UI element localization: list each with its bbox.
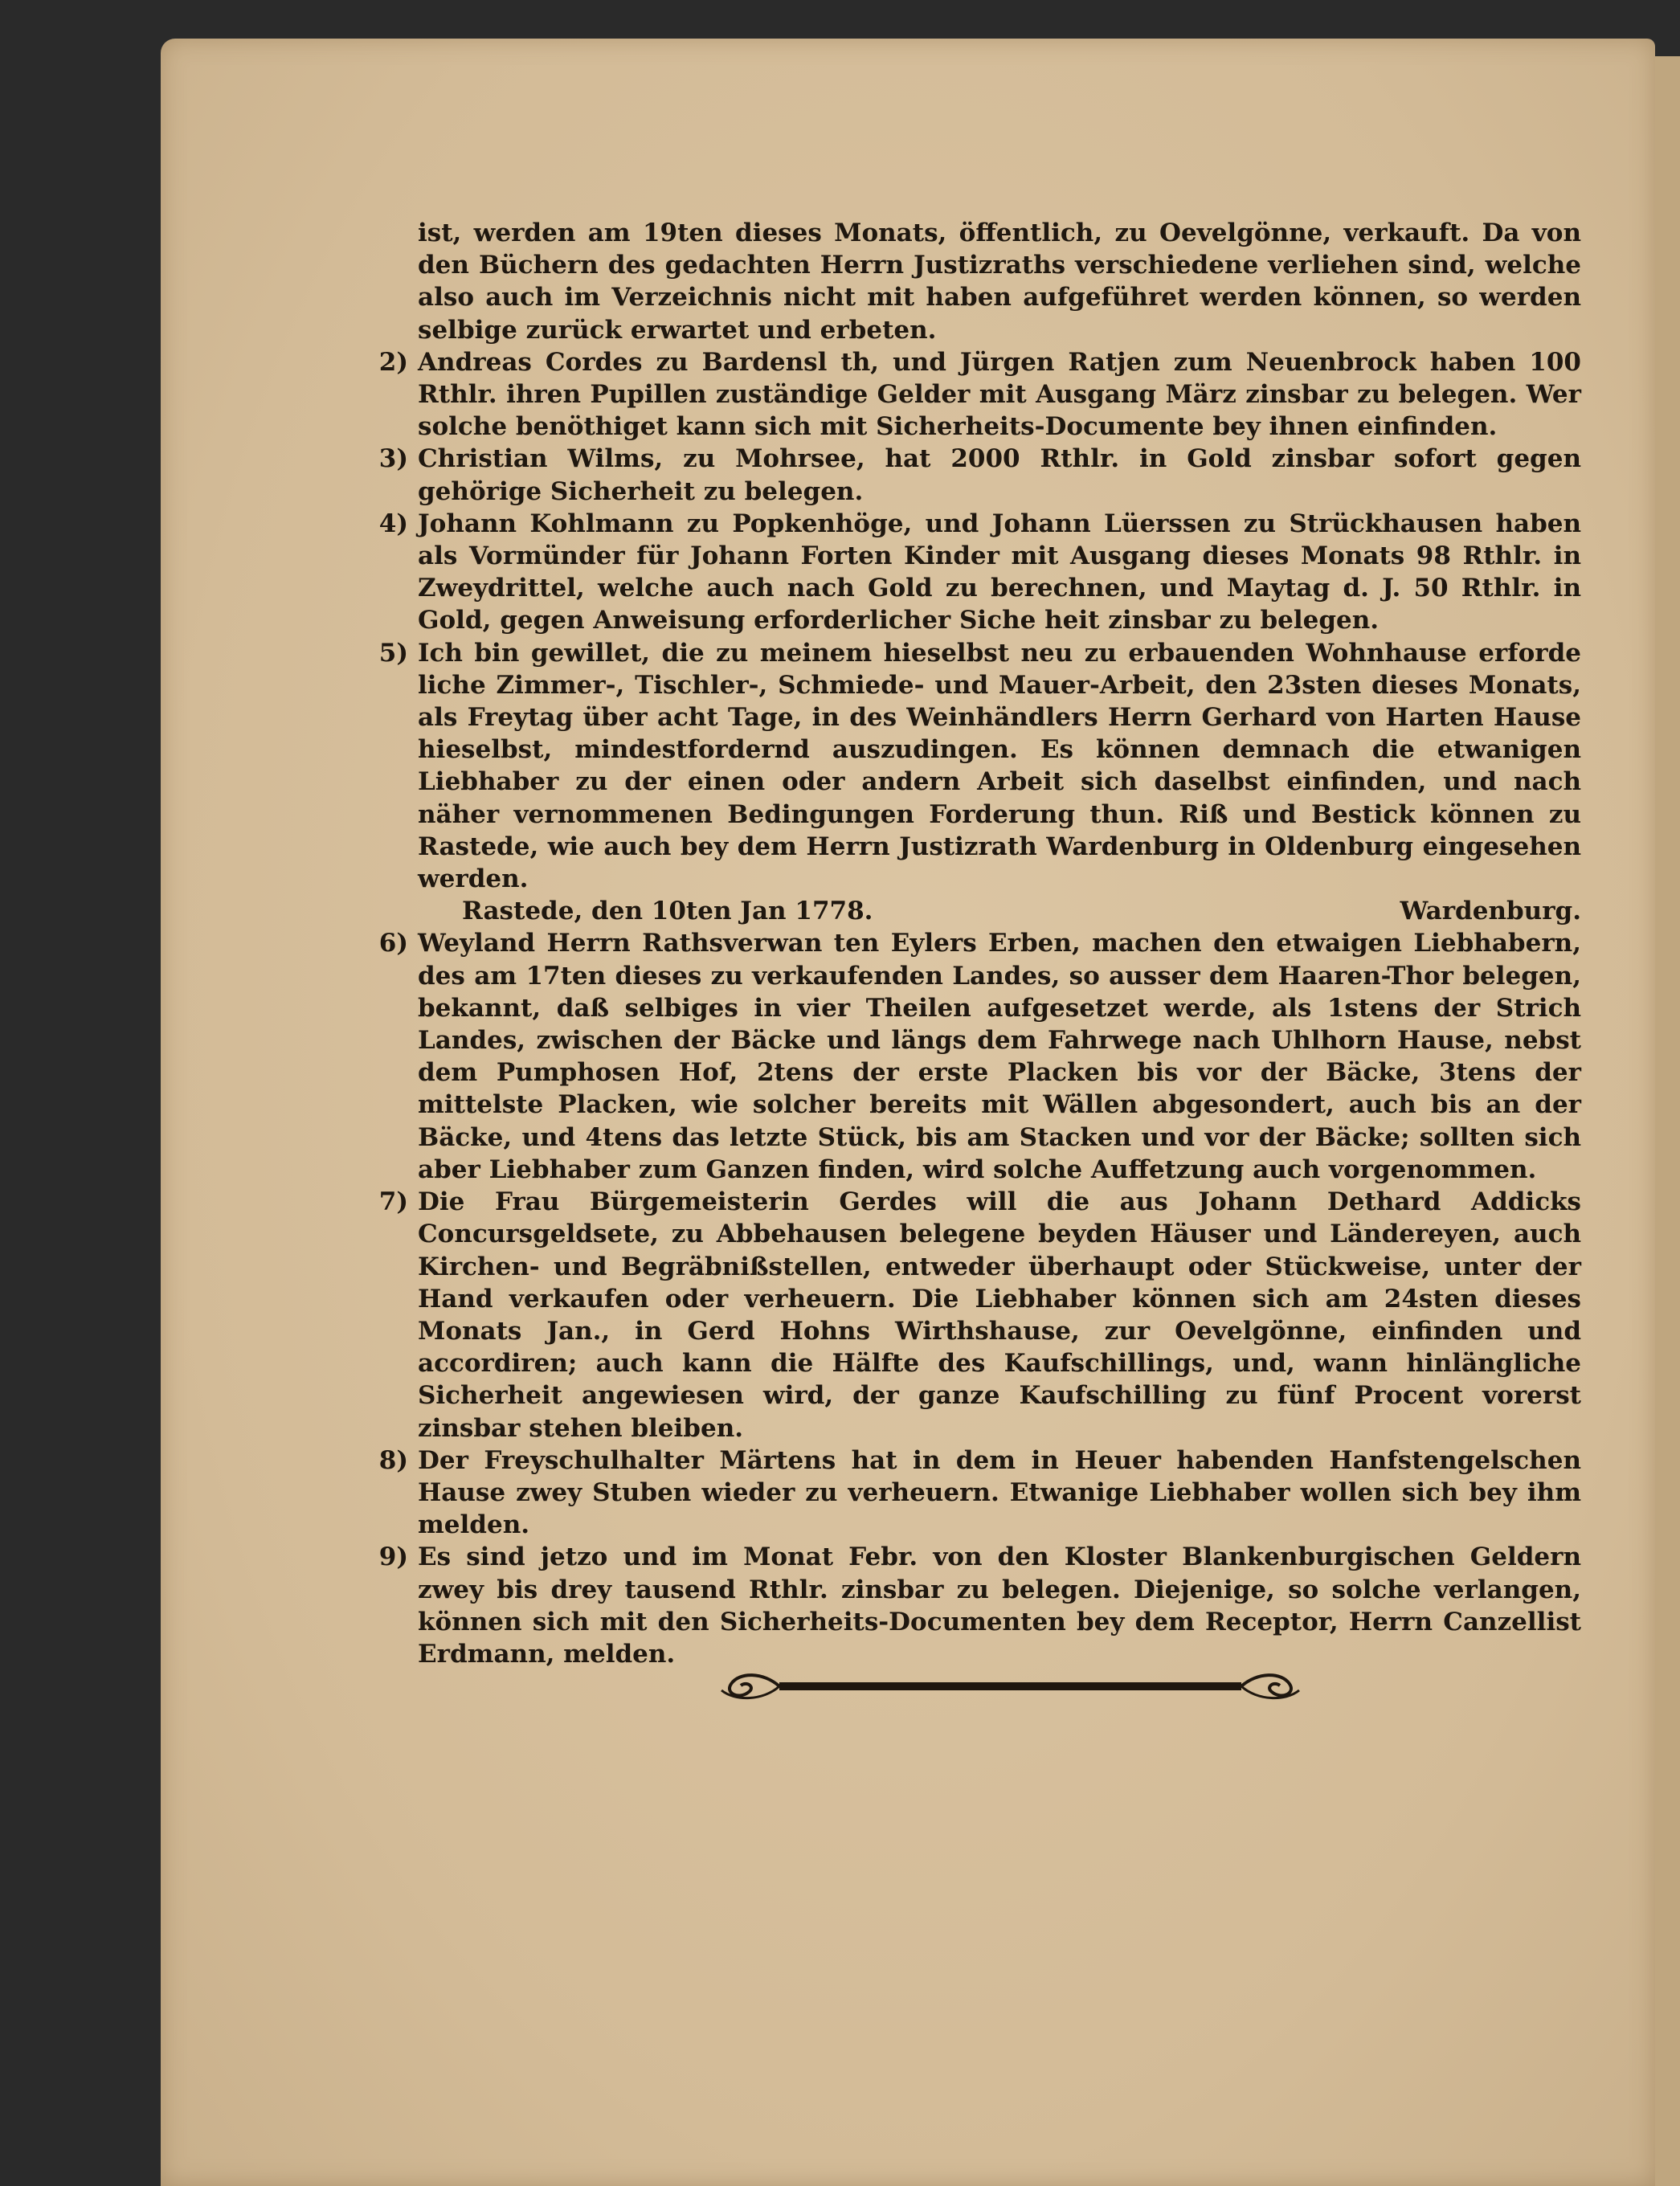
entry-6 (378, 927, 1581, 1186)
ornament-bar (779, 1682, 1241, 1690)
entry-number: 5) (378, 638, 408, 668)
entry-text: Der Freyschulhalter Märtens hat in dem in Heuer habenden Hanfstengelschen Hause zwey Stuben wieder zu verheuern. Etwanige Liebhaber wollen sich bey ihm melden. (418, 1445, 1581, 1540)
continuation-paragraph: ist, werden am 19ten dieses Monats, öffentlich, zu Oevelgönne, verkauft. Da von den Büchern des gedachten Herrn Justizraths verschiedene verliehen sind, welche also auch im Verzeichnis nicht mit haben aufgeführet werden können, so werden selbige zurück erwartet und erbeten. (418, 219, 1581, 345)
entry-number: 2) (378, 347, 408, 377)
entry-text: Die Frau Bürgemeisterin Gerdes will die aus Johann Dethard Addicks Concursgeldsete, zu Abbehausen belegene beyden Häuser und Ländereyen, auch Kirchen- und Begräbnißstellen, entweder überhaupt oder Stückweise, unter der Hand verkaufen oder verheuern. Die Liebhaber können sich am 24sten dieses Monats Jan., in Gerd Hohns Wirthshause, zur Oevelgönne, einfinden und accordiren; auch kann die Hälfte des Kaufschillings, und, wann hinlängliche Sicherheit angewiesen wird, der ganze Kaufschilling zu fünf Procent vorerst zinsbar stehen bleiben. (418, 1187, 1581, 1443)
entry-2 (378, 346, 1581, 443)
entry-text: Ich bin gewillet, die zu meinem hieselbst neu zu erbauenden Wohnhause erforde liche Zimmer-, Tischler-, Schmiede- und Mauer-Arbeit, den 23sten dieses Monats, als Freytag über acht Tage, in des Weinhändlers Herrn Gerhard von Harten Hause hieselbst, mindestfordernd auszudingen. Es können demnach die etwanigen Liebhaber zu der einen oder andern Arbeit sich daselbst einfinden, und nach näher vernommenen Bedingungen Forderung thun. Riß und Bestick können zu Rastede, wie auch bey dem Herrn Justizrath Wardenburg in Oldenburg eingesehen werden. (418, 638, 1581, 894)
signature-line (418, 895, 1581, 927)
entry-3 (378, 443, 1581, 507)
entry-8 (378, 1444, 1581, 1542)
decorative-ornament (715, 1668, 1306, 1705)
entry-number: 8) (378, 1445, 408, 1475)
entry-text: Weyland Herrn Rathsverwan ten Eylers Erben, machen den etwaigen Liebhabern, des am 17ten dieses zu verkaufenden Landes, so ausser dem Haaren-Thor belegen, bekannt, daß selbiges in vier Theilen aufgesetzet werde, als 1stens der Strich Landes, zwischen der Bäcke und längs dem Fahrwege nach Uhlhorn Hause, nebst dem Pumphosen Hof, 2tens der erste Placken bis vor der Bäcke, 3tens der mittelste Placken, wie solcher bereits mit Wällen abgesondert, auch bis an der Bäcke, und 4tens das letzte Stück, bis am Stacken und vor der Bäcke; sollten sich aber Liebhaber zum Ganzen finden, wird solche Auffetzung auch vorgenommen. (418, 929, 1581, 1184)
entry-text: Christian Wilms, zu Mohrsee, hat 2000 Rthlr. in Gold zinsbar sofort gegen gehörige Sicherheit zu belegen. (418, 444, 1581, 506)
adjacent-page-edge (1652, 56, 1680, 2186)
entry-number: 7) (378, 1187, 408, 1217)
entry-number: 6) (378, 929, 408, 958)
entry-text: Johann Kohlmann zu Popkenhöge, und Johann Lüerssen zu Strückhausen haben als Vormünder für Johann Forten Kinder mit Ausgang dieses Monats 98 Rthlr. in Zweydrittel, welche auch nach Gold zu berechnen, und Maytag d. J. 50 Rthlr. in Gold, gegen Anweisung erforderlicher Siche heit zinsbar zu belegen. (418, 509, 1581, 635)
entry-number: 3) (378, 444, 408, 474)
entry-number: 4) (378, 509, 408, 538)
entry-number: 9) (378, 1542, 408, 1572)
signature-name: Wardenburg. (1400, 897, 1581, 926)
entry-9 (378, 1541, 1581, 1670)
entry-5 (378, 637, 1581, 928)
entry-7 (378, 1186, 1581, 1444)
entry-text: Andreas Cordes zu Bardensl th, und Jürgen Ratjen zum Neuenbrock haben 100 Rthlr. ihren Pupillen zuständige Gelder mit Ausgang März zinsbar zu belegen. Wer solche benöthiget kann sich mit Sicherheits-Documente bey ihnen einfinden. (418, 347, 1581, 442)
entry-4 (378, 508, 1581, 637)
text-block (378, 217, 1581, 1670)
signature-place-date: Rastede, den 10ten Jan 1778. (462, 897, 873, 926)
entry-text: Es sind jetzo und im Monat Febr. von den Kloster Blankenburgischen Geldern zwey bis drey tausend Rthlr. zinsbar zu belegen. Diejenige, so solche verlangen, können sich mit den Sicherheits-Documenten bey dem Receptor, Herrn Canzellist Erdmann, melden. (418, 1542, 1581, 1669)
